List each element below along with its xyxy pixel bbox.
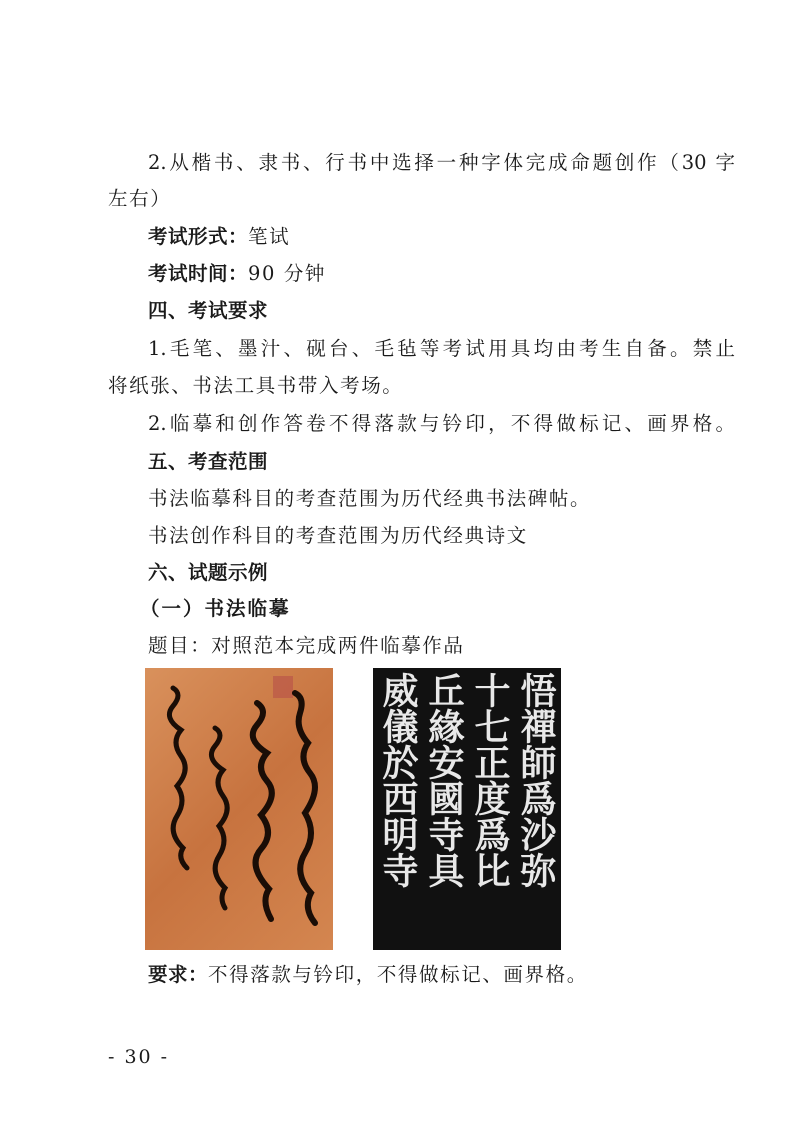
section-heading: 四、考试要求: [148, 299, 269, 322]
label: 要求：: [148, 963, 209, 986]
paragraph-line: 书法创作科目的考查范围为历代经典诗文: [148, 524, 528, 547]
stele-column: 丘緣安國寺具: [423, 672, 465, 888]
value: 笔试: [248, 225, 291, 248]
paragraph-line: 2.临摹和创作答卷不得落款与钤印，不得做标记、画界格。: [148, 412, 735, 435]
paragraph-line: 1.毛笔、墨汁、砚台、毛毡等考试用具均由考生自备。禁止: [148, 337, 735, 360]
requirement: [148, 963, 588, 987]
paragraph-line: 书法临摹科目的考查范围为历代经典书法碑帖。: [148, 487, 592, 510]
section-heading: 六、试题示例: [148, 561, 269, 584]
value: 不得落款与钤印，不得做标记、画界格。: [208, 963, 588, 986]
stele-column: 悟禪師爲沙弥: [515, 672, 557, 888]
stele-rubbing-image: [373, 668, 561, 950]
paragraph-line: 2.从楷书、隶书、行书中选择一种字体完成命题创作（30 字: [148, 151, 735, 174]
section-heading: 五、考查范围: [148, 450, 269, 473]
exam-form: [148, 225, 290, 249]
cursive-calligraphy-image: [145, 668, 333, 950]
stele-column: 威儀於西明寺: [377, 672, 419, 888]
page-number: - 30 -: [108, 1046, 170, 1068]
paragraph-line: 题目：对照范本完成两件临摹作品: [148, 634, 465, 657]
exam-time: [148, 262, 326, 286]
subsection-heading: （一）书法临摹: [140, 597, 291, 620]
value: 90 分钟: [248, 262, 327, 285]
stele-column: 十七正度爲比: [469, 672, 511, 888]
label: 考试时间：: [148, 262, 249, 285]
paragraph-line: 左右）: [108, 187, 172, 210]
paragraph-line: 将纸张、书法工具书带入考场。: [108, 374, 404, 397]
label: 考试形式：: [148, 225, 249, 248]
